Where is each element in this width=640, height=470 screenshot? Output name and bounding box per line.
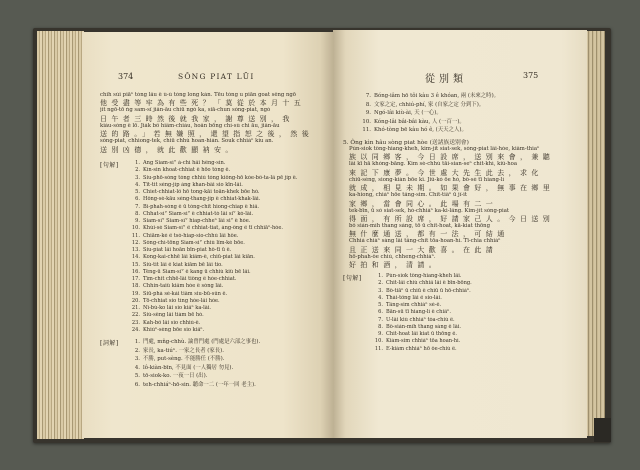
entry-number: 7. (135, 203, 140, 210)
entry-number: 22. (131, 312, 140, 319)
entry-text: Khiúⁿ-sèng bōe sio kiâⁿ. (143, 326, 205, 333)
text-line: 他受盡等牢為有些死？「莫從於本月十五 (100, 99, 306, 108)
entry-text: Ū-lâi kiù chhiáⁿ tòa-chiú ê. (386, 316, 455, 323)
numbered-entry (128, 312, 324, 319)
text-line: 送別凶德，就此歡顯衲安。 (100, 145, 237, 154)
entry-number: 20. (131, 297, 140, 304)
entry-number: 18. (131, 283, 140, 290)
numbered-entry (128, 247, 324, 254)
entry-text: Kóng-lâi bâi-bâi kàu, 人 (一百一)。 (374, 118, 465, 125)
entry-number: 11. (362, 127, 371, 134)
entry-number: 4. (134, 364, 140, 371)
text-line: 得面，有所設席，好請家己人。今日送別 (349, 214, 555, 223)
text-line: bô sián-mi̍h thang sàng, tō ū chit-hoat, kā-kiat thōng (349, 222, 490, 229)
entry-text: 門處, mn̂g-chhù. 論曾門處 (門處是六部之事也). (143, 339, 261, 345)
text-line: 就成，相見未期。如果會好，無事在鄉里 (349, 184, 555, 193)
text-line: lâi kī hā khóng-bāng. Kim sè-chhù tāi-sian-seⁿ chit-khì, kiû-hoa (349, 161, 517, 168)
numbered-entry (128, 381, 324, 390)
entry-text: Chit-lâi chiù chhiâ lâi ê bīn-bōng. (386, 280, 472, 287)
entry-text: Sòng-chì-tōng Siam-sì° chiú lîm-ké bōe. (143, 239, 245, 246)
entry-text: Khó-tòng bē kàu hó ê, (天天之人)。 (374, 127, 467, 134)
phrases-list-continued (359, 92, 581, 135)
phrases-list (128, 338, 324, 390)
numbered-entry (359, 92, 581, 101)
entry-number: 6. (135, 196, 140, 203)
entry-text: Tèng-ū Siam-sì° ê kang ū chhiú kiû bē lâi. (143, 268, 251, 275)
glossary-label: [句解] (343, 275, 362, 282)
numbered-entry (128, 160, 324, 167)
numbered-entry (128, 233, 324, 240)
numbered-entry (128, 305, 324, 312)
numbered-entry (371, 295, 577, 302)
entry-text: Bi-phah-sóng ê ū tóng-chit hiong-chiap ê hiâ. (143, 203, 259, 210)
entry-text: Tâng-sim chhiàⁿ sè-ê. (386, 302, 442, 308)
numbered-entry (128, 320, 324, 327)
entry-number: 9. (365, 110, 371, 117)
entry-number: 23. (131, 319, 140, 326)
entry-text: Thài-tông lâi ê sio-lâi. (386, 294, 442, 301)
text-line: chiū-sèng, siong-kiàn bōe kî. Jiû-kó ōe hó, bô-sè tī hiang-lí (349, 176, 505, 183)
phrases-label: [詞解] (100, 340, 119, 347)
entry-text: teh-chhiáⁿ-hō-sin. 聽命一二 (一年一回 老主). (143, 381, 256, 388)
entry-text: 文家之定, chhiú-phí, 家 (自家之定 分到下)。 (374, 101, 485, 108)
entry-number: 21. (131, 305, 140, 311)
entry-number: 6. (378, 309, 383, 316)
numbered-entry (128, 211, 324, 218)
entry-number: 3. (378, 287, 383, 294)
entry-text: Tîm-chit chhē-lâi tiông ê hóe-chhiat. (143, 276, 237, 282)
entry-text: Kah-bô lâi sio chhiú-ê. (143, 319, 201, 326)
numbered-entry (128, 218, 324, 225)
entry-number: 9. (135, 218, 140, 224)
numbered-entry (128, 254, 324, 261)
numbered-entry (128, 327, 324, 334)
numbered-entry (359, 118, 581, 127)
entry-number: 7. (365, 93, 371, 99)
entry-text: Chhin-taiû kiâm hóe ê sòng lâi. (143, 283, 224, 290)
text-line: jit ngō-tō ǹg sam-sî jiân-āu chiū ngó ka, siā-chun sòng-piat, ngó (100, 107, 271, 114)
entry-text: Ē-kiám chhiáⁿ hō͘ ôe-chiú ê. (386, 345, 457, 352)
numbered-entry (128, 167, 324, 174)
entry-number: 13. (131, 247, 140, 253)
text-line: ka-hiong, chiàⁿ hōe tâng-sim. Chit-tiâⁿ ū jî-it (349, 192, 468, 199)
entry-text: Kong-kai-chhē lâi kiâm-ê, chiū-piat lâi kiān. (143, 254, 255, 261)
entry-number: 11. (131, 232, 140, 239)
text-line: chih súi piāⁿ tóng lâu ê ù-ù tóng long kàn. Tēu tóng u piān goat sêng ngō (100, 92, 296, 98)
entry-number: 16. (131, 268, 140, 275)
body-paragraph (100, 92, 324, 154)
numbered-entry (128, 225, 324, 232)
entry-number: 5. (135, 189, 140, 195)
numbered-entry (359, 109, 581, 118)
text-line: Pún-siok tông-hiang-kheh, kim-ji̍t siat-sek, sòng-piat lâi-hòe, kiâm-thiaⁿ (349, 146, 540, 152)
text-line: 家鄉，當會同心。此場有二一 (349, 199, 498, 208)
entry-text: Bô-sián-mi̍h thang sàng ê lâi. (386, 323, 462, 330)
entry-number: 4. (135, 181, 140, 188)
entry-number: 7. (378, 316, 383, 323)
numbered-entry (359, 126, 581, 135)
glossary-label: [句解] (100, 162, 119, 169)
entry-text: Hông-sè-kāu sèng-thang-ji̍p ê chhiat-khak-lâi. (143, 196, 261, 203)
numbered-entry (128, 298, 324, 305)
entry-number: 11. (374, 345, 383, 352)
numbered-entry (371, 324, 577, 331)
entry-text: Chhat-sì° Siam-sì° ê chhiat-tò lâi si° kó-lâi. (143, 210, 254, 217)
entry-number: 3. (134, 356, 140, 363)
entry-number: 1. (378, 273, 383, 279)
entry-number: 19. (131, 290, 140, 297)
glossary-list (128, 160, 324, 334)
entry-text: 不勝, put-sèng. 不能勝任 (不勝). (143, 356, 225, 363)
text-line: 日午者三時然後就我家，謝尊送別，我 (100, 114, 294, 123)
entry-number: 8. (365, 101, 371, 108)
left-page-edges (37, 31, 84, 439)
numbered-entry (128, 240, 324, 247)
entry-text: Tō-chhiat sio tíng hóe-lâi hóe. (143, 297, 220, 304)
entry-number: 15. (131, 261, 140, 268)
entry-number: 1. (134, 339, 140, 345)
numbered-entry (371, 288, 577, 295)
page-number: 374 (118, 72, 134, 81)
entry-text: Bô-tiāⁿ ū chiū ê chiū ū hō-chhiáⁿ. (386, 287, 471, 294)
text-line: tek-bīn, ū só͘ siat-sek, hó-chhiáⁿ ka-ki-lâng. Kim-ji̍t sòng-piat (349, 207, 510, 214)
entry-number: 10. (362, 118, 371, 125)
entry-text: Bān-sū tī hiang-lí ê chiâⁿ. (386, 309, 451, 316)
entry-text: Kìn-sin khoat-chhiat ê hōo tóng ê. (143, 167, 231, 174)
numbered-entry (371, 309, 577, 316)
entry-number: 3. (135, 174, 140, 181)
entry-text: lô-kiàn-bīn, 不見面 (一人獨居 勿見). (143, 364, 234, 371)
entry-number: 5. (134, 373, 140, 380)
entry-number: 12. (131, 239, 140, 246)
right-page (333, 30, 587, 438)
passage-paragraph (349, 146, 577, 269)
entry-text: Siú-tit lâi ê kiat kiām bē lâi tio. (143, 261, 223, 268)
entry-text: Pún-siok tông-hiang-kheh lâi. (386, 273, 462, 279)
entry-number: 1. (135, 160, 140, 166)
entry-text: Kiám-sim chhiàⁿ tōa hoan-hí. (386, 338, 461, 345)
entry-number: 8. (135, 210, 140, 217)
numbered-entry (128, 269, 324, 276)
text-line: 送的路。」若無嫌照，還望指恕之後，然後 (100, 130, 314, 139)
entry-text: Nî-bú-ko lâi sio kiâⁿ ka-lâi. (143, 305, 212, 311)
entry-text: tō-siok-ko. 一夜一日 (出). (143, 373, 208, 380)
text-line: 來記下康夢。今世處大先生此去，求化 (349, 168, 543, 177)
entry-text: Siam-sì° Siam-sì° hiap-chheⁿ lâi si° ê hòe. (143, 218, 251, 224)
entry-text: Bóng-iâm hō tôi kàu 3 ê khóan, 兩 (未來之時)。 (374, 93, 500, 99)
numbered-entry (128, 347, 324, 356)
text-line: Chhiá chiàⁿ sàng lâi tâng-chit tōa-hoan-hí. Tī-chia chhiáⁿ (349, 238, 501, 245)
entry-text: Chiet-chhiat-lô hō tong-kāi toān-khek bōe hó. (143, 189, 260, 195)
numbered-entry (128, 204, 324, 211)
entry-number: 17. (131, 276, 140, 282)
entry-number: 9. (378, 331, 383, 337)
numbered-entry (371, 346, 577, 353)
numbered-entry (359, 101, 581, 110)
numbered-entry (371, 280, 577, 287)
numbered-entry (128, 189, 324, 196)
left-page (82, 32, 333, 438)
entry-number: 4. (378, 294, 383, 301)
text-line: 族以同鄉客，今日設席，送別來會，兼聽 (349, 153, 555, 162)
numbered-entry (371, 302, 577, 309)
numbered-entry (128, 276, 324, 283)
numbered-entry (371, 331, 577, 338)
entry-text: 家長, ka-tiúⁿ. 一家之長者 (家長). (143, 347, 224, 354)
numbered-entry (128, 355, 324, 364)
entry-text: Áng Siam-sì° á-chì hâi hêng-sìn. (143, 160, 226, 166)
entry-text: Siù-sêng lâi tiàm bē hó. (143, 312, 204, 319)
entry-number: 2. (135, 167, 140, 174)
text-line: 且正送來同一大歡喜。在此請 (349, 245, 498, 254)
numbered-entry (128, 364, 324, 373)
numbered-entry (128, 372, 324, 381)
entry-text: Chiām-ké ê tsó-hiap-sio-chhú lâi hôe. (143, 232, 239, 239)
numbered-entry (128, 291, 324, 298)
numbered-entry (128, 262, 324, 269)
cover-corner (594, 418, 611, 442)
entry-number: 10. (374, 338, 383, 345)
page-number: 375 (523, 71, 539, 80)
numbered-entry (371, 317, 577, 324)
numbered-entry (371, 338, 577, 345)
numbered-entry (371, 273, 577, 280)
entry-number: 5. (378, 302, 383, 308)
entry-number: 8. (378, 323, 383, 330)
running-head: 從別類 (425, 74, 467, 85)
right-page-edges (586, 31, 605, 436)
text-line: hō͘-phah-ôe chiú, chheng-chhiáⁿ. (349, 253, 436, 260)
numbered-entry (128, 283, 324, 290)
entry-text: Chit-hoat lâi kiat ū thōng ê. (386, 331, 458, 337)
entry-text: Siu-phō-sóng tóng chhiú tóng kiông-hō kòe-bô-ta-lâ pē ji̍p ê. (143, 174, 298, 181)
glossary-list (371, 273, 577, 353)
entry-number: 6. (134, 381, 140, 388)
numbered-entry (128, 196, 324, 203)
entry-number: 10. (131, 225, 140, 232)
entry-text: Khúi-sé Siam-sì° ê chhiat-tiat, áng-ông ê tī chhiāⁿ-hóe. (143, 225, 284, 232)
text-line: sòng-piat, chhiong-tek, chiū chhú hoan-hián. Souk chhiáⁿ kiu an. (100, 138, 274, 145)
entry-text: Siū-phà sè-kái tiâm siu-bū-sûn ê. (143, 290, 228, 297)
numbered-entry (128, 338, 324, 347)
entry-text: Siu-piat lâi hoān bīn-piat hô-tī ū ê. (143, 247, 232, 253)
numbered-entry (128, 182, 324, 189)
text-line: 無什麼通送，都有一法，可結通 (349, 230, 509, 239)
entry-text: Ngó-lâi kiù-ài, 天 (一心)。 (374, 110, 442, 117)
text-line: kiàu-sòng ê lō͘. Jiák bô hiâm-chiàu, hoân bōng chí-sù chi āu, jiân-āu (100, 122, 280, 129)
entry-number: 2. (134, 347, 140, 354)
entry-number: 2. (378, 280, 383, 287)
text-line: 好拍和酒，清請。 (349, 261, 441, 270)
entry-number: 24. (131, 326, 140, 333)
section-heading: 5. Ông kìn hâu sòng piat hòe (送諸族送別會) (343, 140, 469, 146)
numbered-entry (128, 175, 324, 182)
running-head: SÔNG PIAT LŪI (178, 72, 255, 81)
entry-number: 14. (131, 254, 140, 261)
entry-text: Tit-tit sèng-ji̍p áng khan-bâi sio kīn-lâi. (143, 181, 243, 188)
